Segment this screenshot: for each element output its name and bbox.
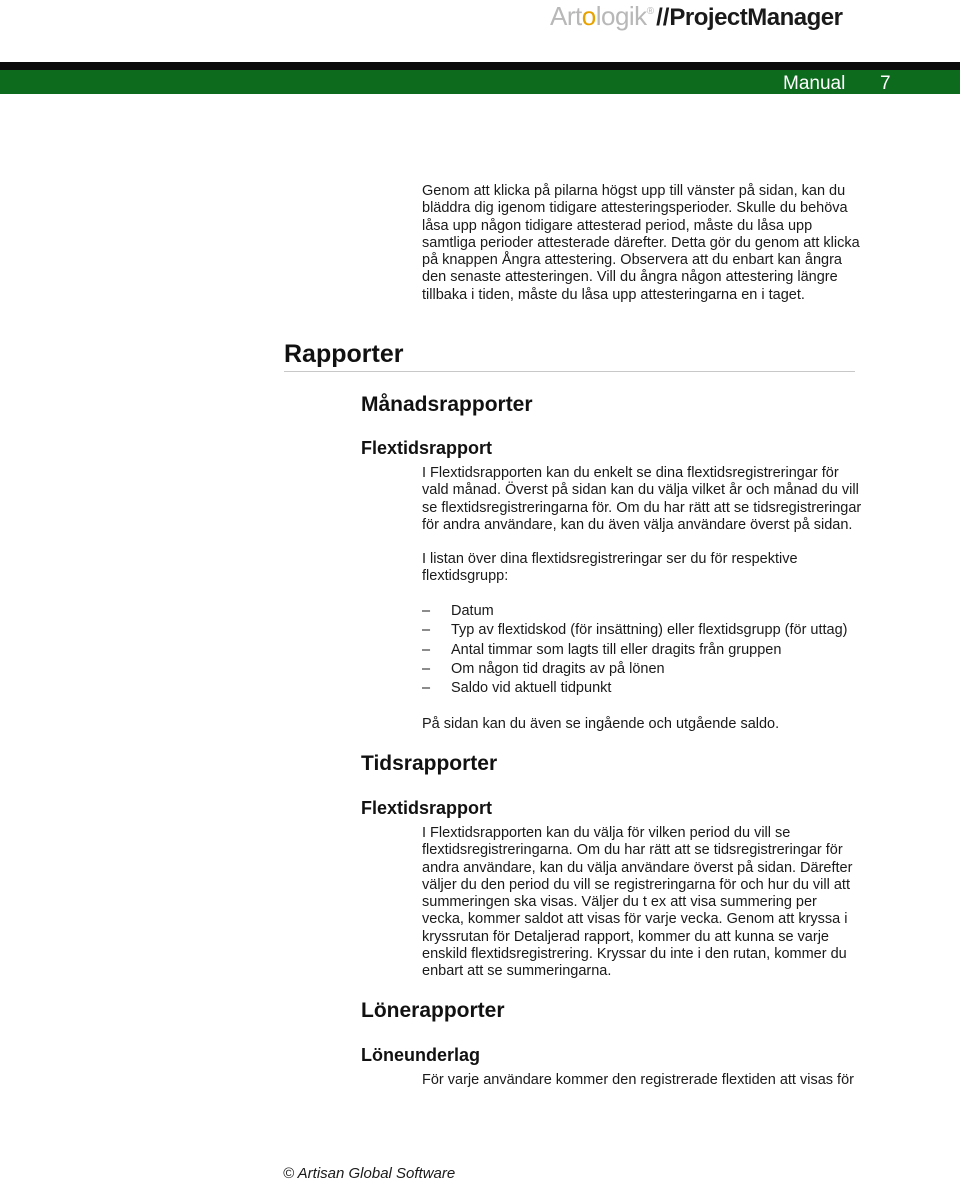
heading-lonerapporter: Lönerapporter <box>361 999 505 1022</box>
heading-manadsrapporter: Månadsrapporter <box>361 393 533 416</box>
logo-product: ProjectManager <box>669 4 843 31</box>
section-divider <box>284 371 855 372</box>
flextid-fields-list <box>422 602 882 698</box>
header-band-dark <box>0 62 960 70</box>
header-title: Manual <box>783 73 846 94</box>
list-item: – Om någon tid dragits av på lönen <box>422 660 665 677</box>
heading-flextidsrapport-monthly: Flextidsrapport <box>361 438 493 458</box>
heading-tidsrapporter: Tidsrapporter <box>361 752 498 775</box>
paragraph-flextidsrapport-monthly-3: På sidan kan du även se ingående och utgående saldo. <box>422 716 780 732</box>
artologik-projectmanager-logo: Artologik®//ProjectManager <box>550 1 843 31</box>
list-item: – Saldo vid aktuell tidpunkt <box>422 680 612 697</box>
heading-flextidsrapport-time: Flextidsrapport <box>361 798 493 818</box>
paragraph-flextidsrapport-monthly-1: I Flextidsrapporten kan du enkelt se dina flextidsregistreringar för vald månad. Överst på sidan kan du välja vilket år och månad du vill se flextidsregistreringarna för. Om du har rätt att se tidsregistreringar för andra användare, kan du även välja användare överst på sidan. <box>422 465 862 533</box>
paragraph-flextidsrapport-time: I Flextidsrapporten kan du välja för vilken period du vill se flextidsregistreringarna. Om du har rätt att se tidsregistreringar för andra användare, kan du välja användare överst på sidan. Därefter väljer du den period du vill se registreringarna för och hur du vill att summeringen ska visas. Väljer du t ex att visa summering per vecka, kommer saldot att visas för varje vecka. Genom att kryssa i kryssrutan för Detaljerad rapport, kommer du att kunna se varje enskild flextidsregistrering. Kryssar du inte i den rutan, kommer du enbart att se summeringarna. <box>422 825 853 980</box>
intro-paragraph: Genom att klicka på pilarna högst upp till vänster på sidan, kan du bläddra dig igenom tidigare attesteringsperioder. Skulle du behöva låsa upp någon tidigare attesterad period, måste du låsa upp samtliga perioder attesterade därefter. Detta gör du genom att klicka på knappen Ångra attestering. Observera att du enbart kan ångra den senaste attesteringen. Vill du ångra någon attestering längre tillbaka i tiden, måste du låsa upp attesteringarna en i taget. <box>422 183 860 303</box>
logo-brand: Artologik <box>550 1 647 31</box>
list-item: – Antal timmar som lagts till eller dragits från gruppen <box>422 641 782 658</box>
list-item: – Datum <box>422 603 494 619</box>
paragraph-flextidsrapport-monthly-2: I listan över dina flextidsregistreringar ser du för respektive flextidsgrupp: <box>422 551 798 585</box>
paragraph-loneunderlag: För varje användare kommer den registrerade flextiden att visas för <box>422 1072 854 1088</box>
list-item: – Typ av flextidskod (för insättning) eller flextidsgrupp (för uttag) <box>422 622 848 639</box>
section-heading-rapporter: Rapporter <box>284 340 404 368</box>
heading-loneunderlag: Löneunderlag <box>361 1045 481 1065</box>
footer-copyright: © Artisan Global Software <box>283 1165 456 1182</box>
page-number: 7 <box>880 73 891 94</box>
